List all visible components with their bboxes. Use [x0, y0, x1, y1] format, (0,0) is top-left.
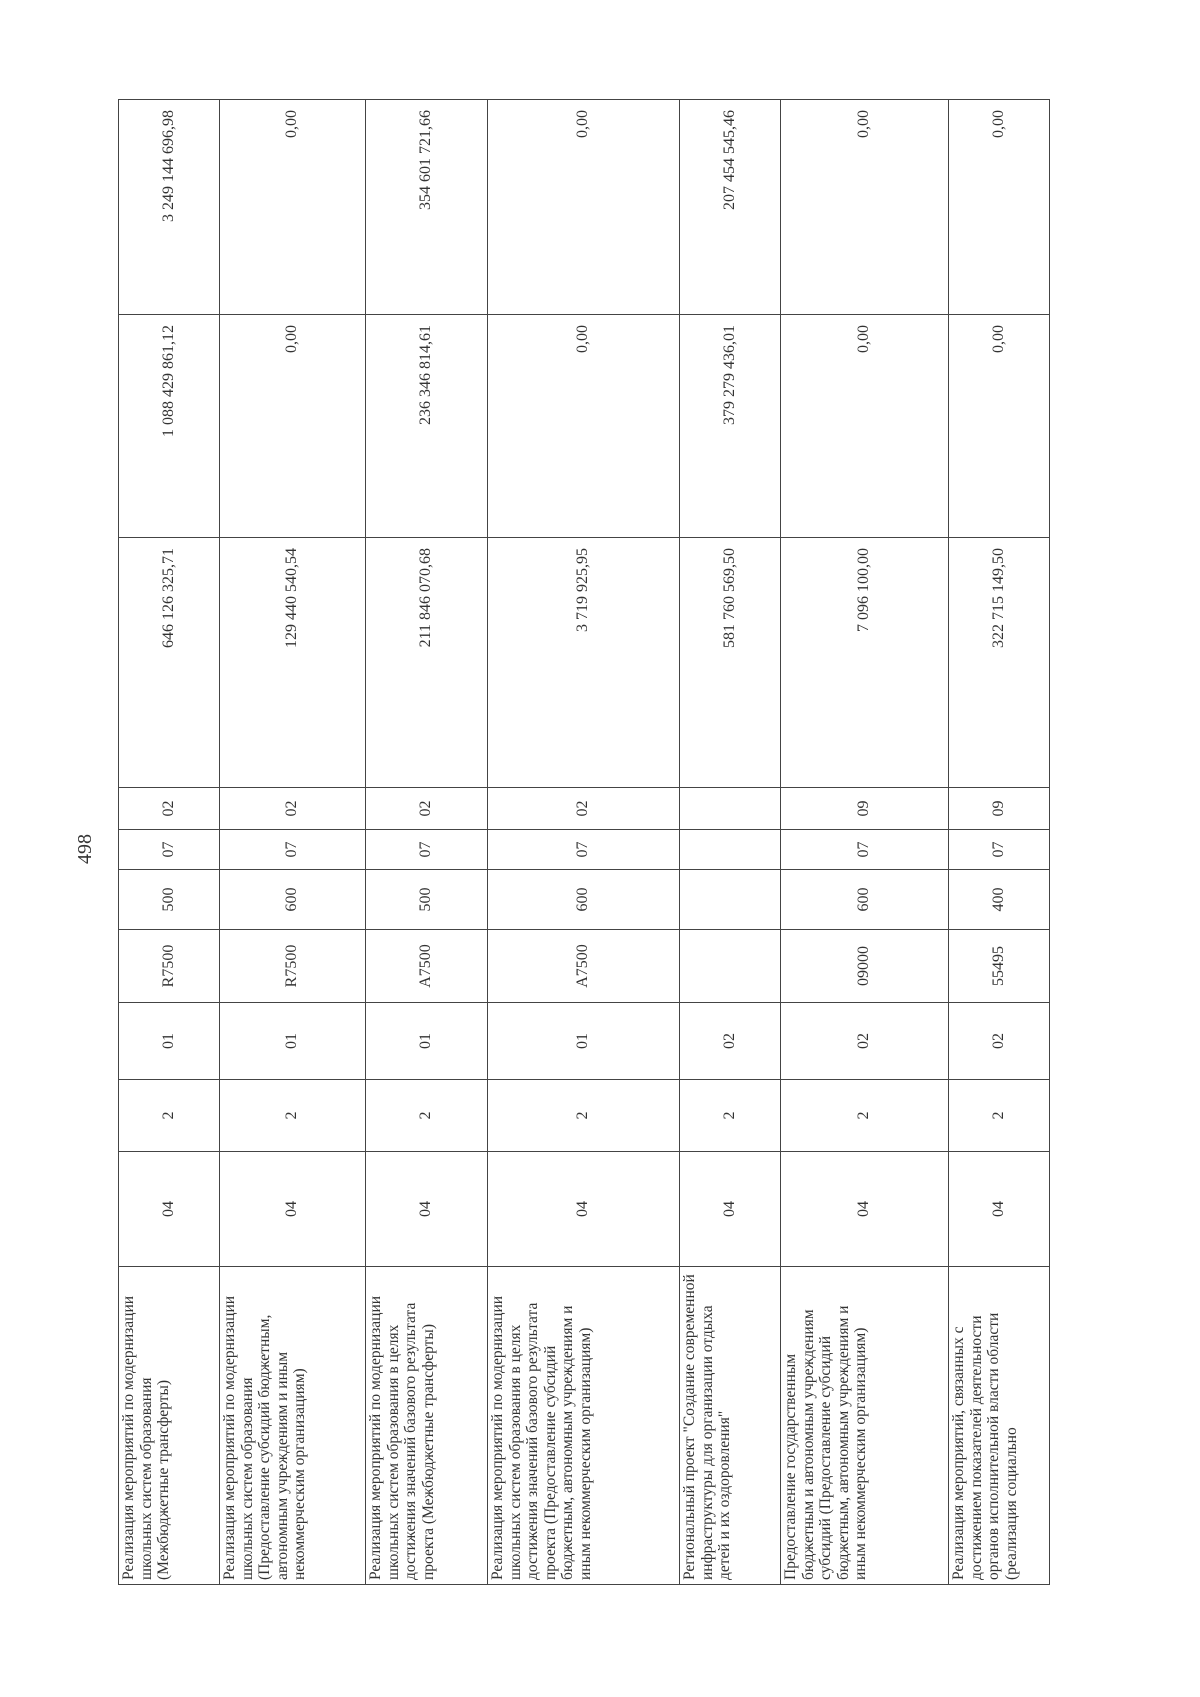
direction-code: A7500	[366, 930, 488, 1003]
direction-code: R7500	[119, 930, 220, 1003]
expense-type-code: 500	[119, 870, 220, 930]
subsection-code	[680, 788, 781, 830]
program-code: 04	[488, 1152, 680, 1267]
event-code: 01	[366, 1003, 488, 1080]
table-row	[781, 100, 949, 1585]
amount-year-3: 0,00	[781, 100, 949, 315]
subprogram-code: 2	[488, 1080, 680, 1152]
amount-year-1: 581 760 569,50	[680, 538, 781, 788]
amount-year-2: 0,00	[488, 315, 680, 538]
row-description: Реализация мероприятий по модернизации школьных систем образования (Предоставление субсидий бюджетным, автономным учреждениям и иным некоммерческим организациям)	[220, 1267, 366, 1585]
event-code: 02	[680, 1003, 781, 1080]
program-code: 04	[680, 1152, 781, 1267]
amount-year-2: 379 279 436,01	[680, 315, 781, 538]
section-code: 07	[119, 830, 220, 870]
row-description: Реализация мероприятий по модернизации школьных систем образования в целях достижения значений базового результата проекта (Межбюджетные трансферты)	[366, 1267, 488, 1585]
section-code: 07	[781, 830, 949, 870]
section-code: 07	[488, 830, 680, 870]
amount-year-3: 0,00	[949, 100, 1050, 315]
subsection-code: 02	[366, 788, 488, 830]
amount-year-2: 236 346 814,61	[366, 315, 488, 538]
section-code: 07	[220, 830, 366, 870]
table-row	[949, 100, 1050, 1585]
amount-year-2: 0,00	[949, 315, 1050, 538]
expense-type-code: 400	[949, 870, 1050, 930]
table-row	[488, 100, 680, 1585]
subprogram-code: 2	[220, 1080, 366, 1152]
budget-table	[118, 99, 1050, 1585]
page-number: 498	[74, 834, 96, 864]
program-code: 04	[119, 1152, 220, 1267]
event-code: 01	[119, 1003, 220, 1080]
row-description: Предоставление государственным бюджетным и автономным учреждениям субсидий (Предоставление субсидий бюджетным, автономным учреждениям и иным некоммерческим организациям)	[781, 1267, 949, 1585]
section-code: 07	[949, 830, 1050, 870]
subprogram-code: 2	[119, 1080, 220, 1152]
subsection-code: 02	[220, 788, 366, 830]
program-code: 04	[366, 1152, 488, 1267]
amount-year-3: 3 249 144 696,98	[119, 100, 220, 315]
amount-year-2: 0,00	[220, 315, 366, 538]
amount-year-3: 0,00	[220, 100, 366, 315]
event-code: 01	[488, 1003, 680, 1080]
table-row	[366, 100, 488, 1585]
section-code: 07	[366, 830, 488, 870]
amount-year-1: 646 126 325,71	[119, 538, 220, 788]
direction-code	[680, 930, 781, 1003]
subsection-code: 09	[781, 788, 949, 830]
table-row	[680, 100, 781, 1585]
program-code: 04	[781, 1152, 949, 1267]
row-description: Реализация мероприятий по модернизации школьных систем образования (Межбюджетные трансферты)	[119, 1267, 220, 1585]
expense-type-code: 600	[220, 870, 366, 930]
subprogram-code: 2	[366, 1080, 488, 1152]
row-description: Региональный проект "Создание современной инфраструктуры для организации отдыха детей и их оздоровления"	[680, 1267, 781, 1585]
subprogram-code: 2	[781, 1080, 949, 1152]
expense-type-code: 600	[488, 870, 680, 930]
subprogram-code: 2	[680, 1080, 781, 1152]
section-code	[680, 830, 781, 870]
subsection-code: 09	[949, 788, 1050, 830]
expense-type-code: 600	[781, 870, 949, 930]
table-row	[220, 100, 366, 1585]
amount-year-2: 0,00	[781, 315, 949, 538]
direction-code: R7500	[220, 930, 366, 1003]
subprogram-code: 2	[949, 1080, 1050, 1152]
subsection-code: 02	[119, 788, 220, 830]
expense-type-code: 500	[366, 870, 488, 930]
amount-year-1: 129 440 540,54	[220, 538, 366, 788]
amount-year-3: 0,00	[488, 100, 680, 315]
amount-year-1: 3 719 925,95	[488, 538, 680, 788]
amount-year-1: 7 096 100,00	[781, 538, 949, 788]
table-row	[119, 100, 220, 1585]
expense-type-code	[680, 870, 781, 930]
program-code: 04	[220, 1152, 366, 1267]
program-code: 04	[949, 1152, 1050, 1267]
row-description: Реализация мероприятий, связанных с достижением показателей деятельности органов исполнительной власти области (реализация социально	[949, 1267, 1050, 1585]
event-code: 02	[949, 1003, 1050, 1080]
event-code: 02	[781, 1003, 949, 1080]
direction-code: 55495	[949, 930, 1050, 1003]
event-code: 01	[220, 1003, 366, 1080]
amount-year-3: 354 601 721,66	[366, 100, 488, 315]
direction-code: 09000	[781, 930, 949, 1003]
direction-code: A7500	[488, 930, 680, 1003]
amount-year-1: 322 715 149,50	[949, 538, 1050, 788]
amount-year-2: 1 088 429 861,12	[119, 315, 220, 538]
amount-year-3: 207 454 545,46	[680, 100, 781, 315]
amount-year-1: 211 846 070,68	[366, 538, 488, 788]
row-description: Реализация мероприятий по модернизации школьных систем образования в целях достижения значений базового результата проекта (Предоставление субсидий бюджетным, автономным учреждениям и иным некоммерческим организациям)	[488, 1267, 680, 1585]
subsection-code: 02	[488, 788, 680, 830]
